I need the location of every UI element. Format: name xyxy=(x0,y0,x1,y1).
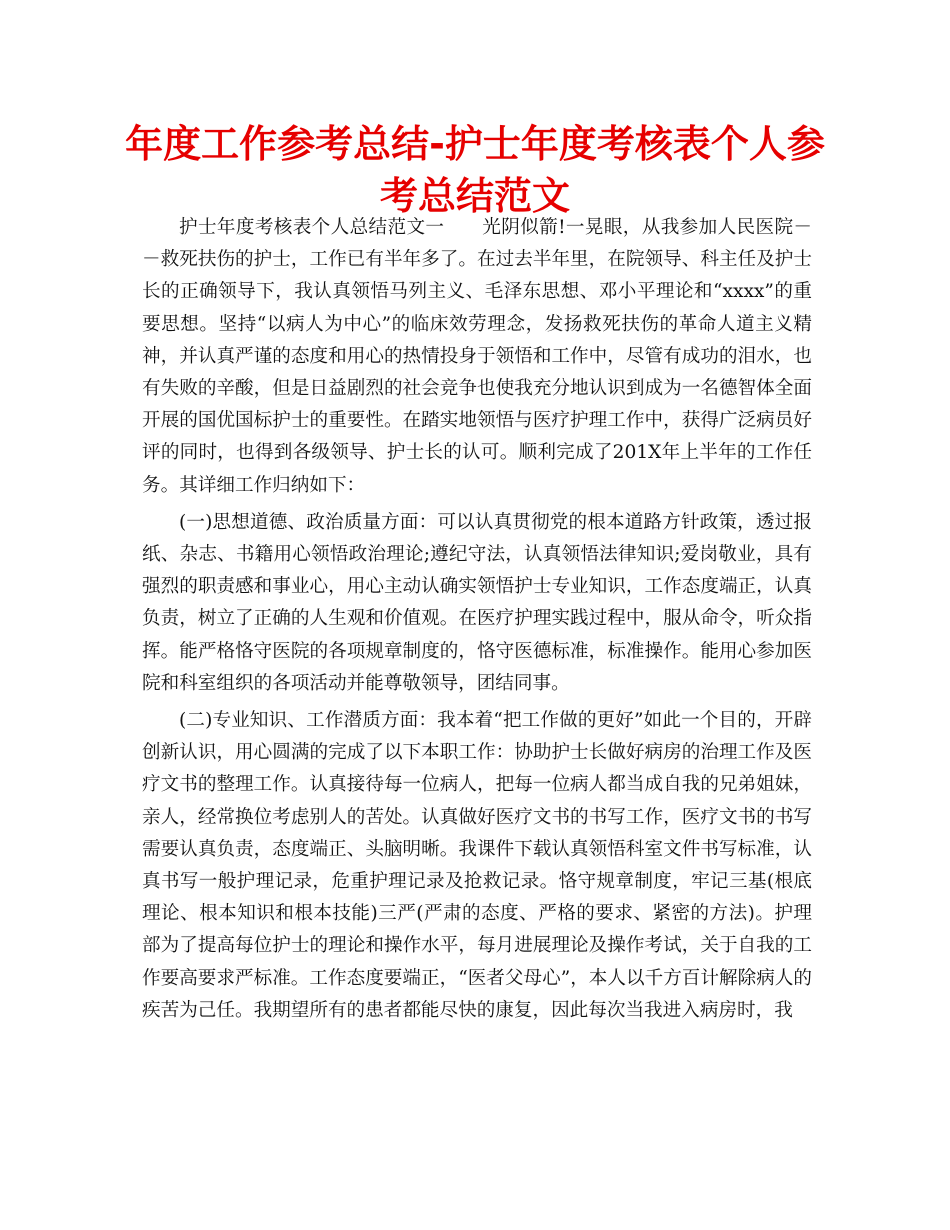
paragraph-ideology: (一)思想道德、政治质量方面：可以认真贯彻党的根本道路方针政策，透过报纸、杂志、书籍用心领悟政治理论;遵纪守法，认真领悟法律知识;爱岗敬业，具有强烈的职责感和事业心，用心主动认确实领悟护士专业知识，工作态度端正，认真负责，树立了正确的人生观和价值观。在医疗护理实践过程中，服从命令，听众指挥。能严格恪守医院的各项规章制度的，恪守医德标准，标准操作。能用心参加医院和科室组织的各项活动并能尊敬领导，团结同事。 xyxy=(142,511,812,694)
paragraph-intro: 护士年度考核表个人总结范文一 光阴似箭!一晃眼，从我参加人民医院－－救死扶伤的护士，工作已有半年多了。在过去半年里，在院领导、科主任及护士长的正确领导下，我认真领悟马列主义、毛泽东思想、邓小平理论和“xxxx”的重要思想。坚持“以病人为中心”的临床效劳理念，发扬救死扶伤的革命人道主义精神，并认真严谨的态度和用心的热情投身于领悟和工作中，尽管有成功的泪水，也有失败的辛酸，但是日益剧烈的社会竞争也使我充分地认识到成为一名德智体全面开展的国优国标护士的重要性。在踏实地领悟与医疗护理工作中，获得广泛病员好评的同时，也得到各级领导、护士长的认可。顺利完成了201X年上半年的工作任务。其详细工作归纳如下： xyxy=(142,217,812,496)
paragraph-professional: (二)专业知识、工作潜质方面：我本着“把工作做的更好”如此一个目的，开辟创新认识，用心圆满的完成了以下本职工作：协助护士长做好病房的治理工作及医疗文书的整理工作。认真接待每一位病人，把每一位病人都当成自我的兄弟姐妹，亲人，经常换位考虑别人的苦处。认真做好医疗文书的书写工作，医疗文书的书写需要认真负责，态度端正、头脑明晰。我课件下载认真领悟科室文件书写标准，认真书写一般护理记录，危重护理记录及抢救记录。恪守规章制度，牢记三基(根底理论、根本知识和根本技能)三严(严肃的态度、严格的要求、紧密的方法)。护理部为了提高每位护士的理论和操作水平，每月进展理论及操作考试，关于自我的工作要高要求严标准。工作态度要端正，“医者父母心”，本人以千方百计解除病人的疾苦为己任。我期望所有的患者都能尽快的康复，因此每次当我进入病房时，我 xyxy=(142,710,812,1021)
document-title: 年度工作参考总结-护士年度考核表个人参考总结范文 xyxy=(125,122,825,218)
document-body xyxy=(142,212,812,1032)
